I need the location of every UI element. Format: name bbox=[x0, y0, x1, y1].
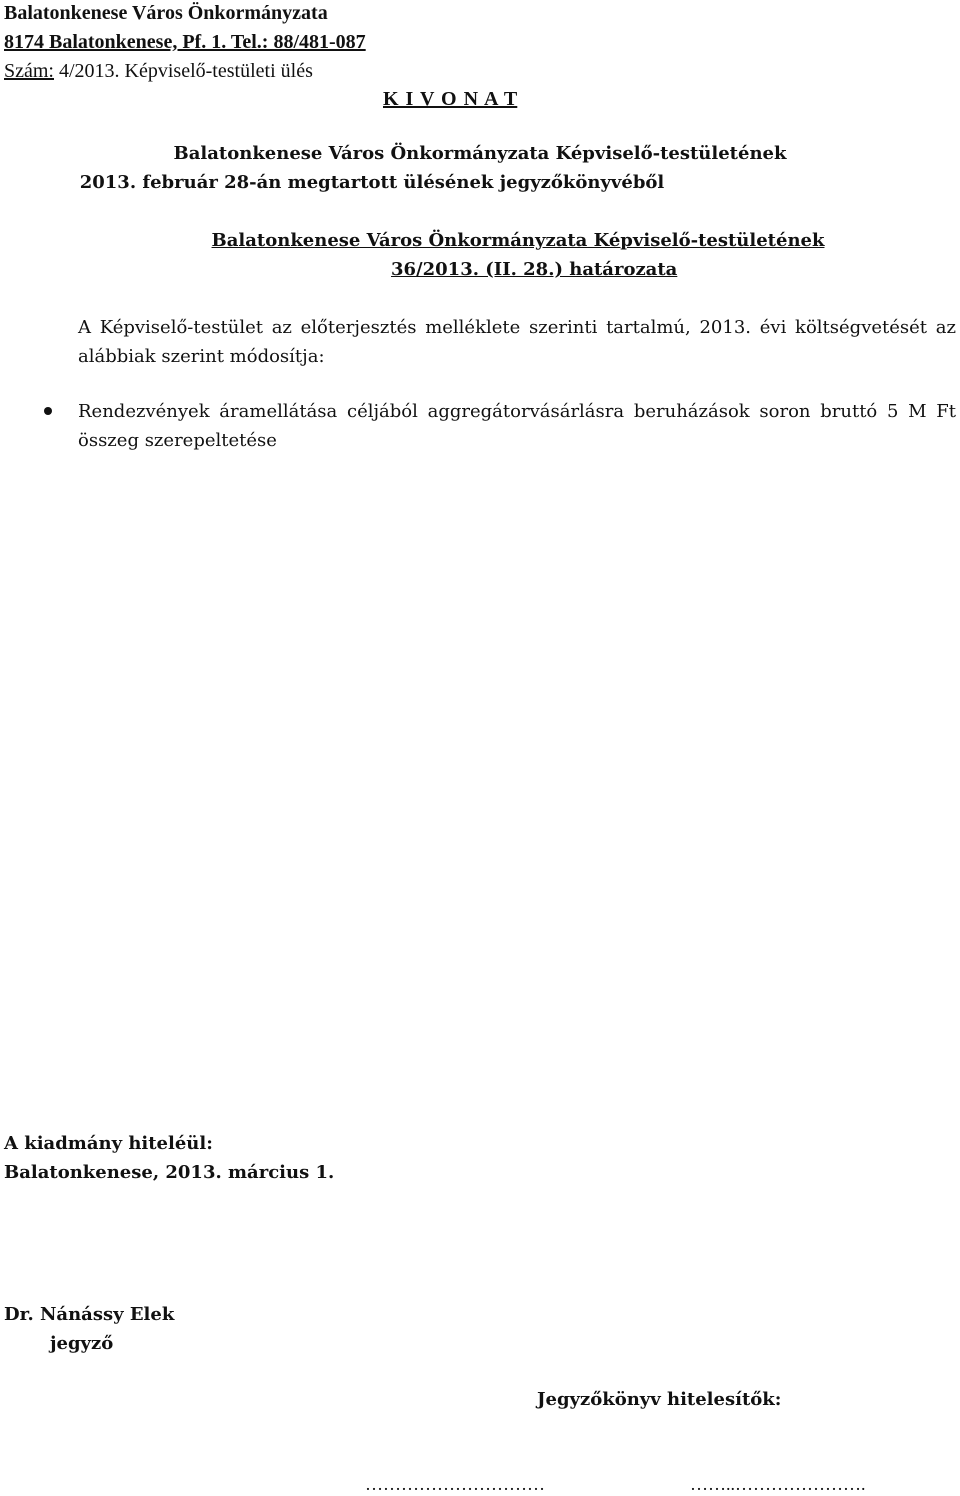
bullet-item: Rendezvények áramellátása céljából aggregátorvásárlásra beruházások soron bruttó 5 M Ft összeg szerepeltetése bbox=[78, 401, 956, 451]
szam-line bbox=[4, 60, 313, 83]
kiadmany-label: A kiadmány hiteléül: bbox=[4, 1133, 213, 1154]
signature-line-left: ………………………… bbox=[365, 1474, 545, 1494]
signer-title: jegyző bbox=[50, 1333, 114, 1354]
szam-label: Szám: bbox=[4, 60, 54, 82]
signer-name: Dr. Nánássy Elek bbox=[4, 1304, 175, 1325]
signature-line-right: ……..…………………. bbox=[690, 1474, 866, 1494]
subtitle-line-1: Balatonkenese Város Önkormányzata Képviselő-testületének bbox=[173, 143, 787, 164]
address-line: 8174 Balatonkenese, Pf. 1. Tel.: 88/481-087 bbox=[4, 31, 366, 53]
resolution-body: A Képviselő-testület az előterjesztés melléklete szerinti tartalmú, 2013. évi költségvetését az alábbiak szerint módosítja: bbox=[78, 317, 956, 367]
resolution-heading-line-2: 36/2013. (II. 28.) határozata bbox=[391, 259, 678, 280]
bullet-dot-icon bbox=[44, 407, 52, 415]
org-name: Balatonkenese Város Önkormányzata bbox=[4, 2, 328, 24]
subtitle-line-2: 2013. február 28-án megtartott ülésének jegyzőkönyvéből bbox=[79, 172, 665, 193]
place-date: Balatonkenese, 2013. március 1. bbox=[4, 1162, 335, 1183]
resolution-heading-line-1: Balatonkenese Város Önkormányzata Képviselő-testületének bbox=[211, 230, 825, 251]
szam-value: 4/2013. Képviselő-testületi ülés bbox=[54, 60, 313, 82]
authenticators-label: Jegyzőkönyv hitelesítők: bbox=[537, 1389, 782, 1410]
kivonat-title: K I V O N A T bbox=[383, 88, 518, 110]
